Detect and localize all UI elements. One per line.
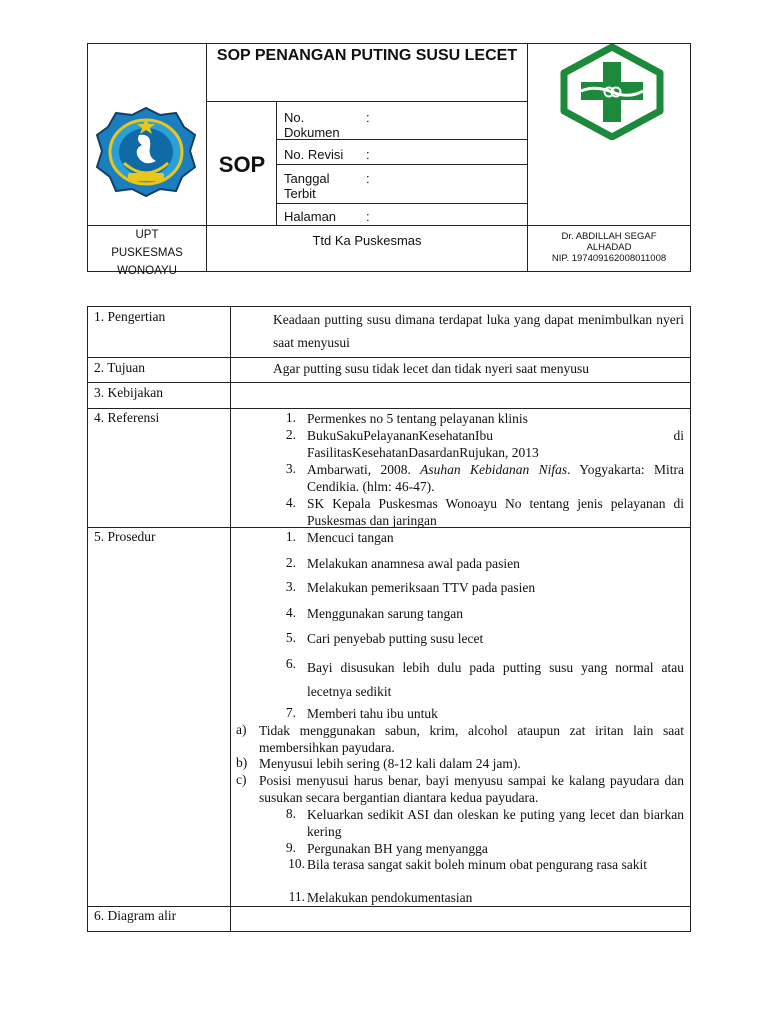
head-of-puskesmas: Dr. ABDILLAH SEGAF ALHADAD NIP. 197409162008011008 (551, 231, 667, 264)
list-number: 9. (285, 840, 296, 855)
divider (277, 164, 527, 165)
procedure-step: Melakukan anamnesa awal pada pasien (307, 556, 520, 571)
procedure-step: Mencuci tangan (307, 530, 394, 545)
list-number: 4. (285, 605, 296, 620)
divider (277, 203, 527, 204)
meta-label-no-dokumen: No. Dokumen (284, 110, 340, 140)
meta-label-tanggal-terbit: Tanggal Terbit (284, 171, 330, 201)
list-letter: a) (236, 722, 247, 737)
procedure-step: Menggunakan sarung tangan (307, 606, 463, 621)
section-label-prosedur: 5. Prosedur (94, 529, 156, 544)
list-number: 5. (285, 630, 296, 645)
procedure-subitem: Tidak menggunakan sabun, krim, alcohol ataupun zat iritan lain saat membersihkan payudara. (259, 723, 684, 755)
procedure-subitem: Posisi menyusui harus benar, bayi menyusu sampai ke kalang payudara dan susukan secara bergantian diantara kedua payudara. (259, 773, 684, 805)
reference-item: BukuSakuPelayananKesehatanIbu di FasilitasKesehatanDasardanRujukan, 2013 (307, 428, 684, 460)
list-number: 1. (285, 529, 296, 544)
list-number: 2. (285, 555, 296, 570)
section-label-tujuan: 2. Tujuan (94, 360, 146, 375)
list-number: 6. (285, 656, 296, 671)
row-divider (88, 408, 690, 409)
divider (207, 101, 527, 102)
procedure-subitem: Menyusui lebih sering (8-12 kali dalam 24 jam). (259, 756, 521, 771)
divider (276, 101, 277, 225)
meta-colon: : (366, 110, 370, 125)
column-divider (230, 306, 231, 932)
list-number: 3. (285, 461, 296, 476)
meta-colon: : (366, 171, 370, 186)
list-number: 8. (285, 806, 296, 821)
section-label-pengertian: 1. Pengertian (94, 309, 166, 324)
list-number: 10. (288, 856, 305, 871)
procedure-step: Memberi tahu ibu untuk (307, 706, 438, 721)
signature-label: Ttd Ka Puskesmas (312, 233, 422, 248)
row-divider (88, 357, 690, 358)
section-label-kebijakan: 3. Kebijakan (94, 385, 163, 400)
row-divider (88, 382, 690, 383)
procedure-step: Melakukan pemeriksaan TTV pada pasien (307, 580, 536, 595)
list-letter: b) (236, 755, 248, 770)
regional-emblem-icon (94, 105, 198, 199)
list-number: 7. (285, 705, 296, 720)
meta-colon: : (366, 209, 370, 224)
meta-label-halaman: Halaman (284, 209, 337, 224)
list-number: 4. (285, 495, 296, 510)
procedure-step: Pergunakan BH yang menyangga (307, 841, 488, 856)
institution-name: UPT PUSKESMAS WONOAYU (111, 229, 183, 277)
tujuan-text: Agar putting susu tidak lecet dan tidak nyeri saat menyusu (273, 361, 590, 376)
procedure-step: Cari penyebab putting susu lecet (307, 631, 484, 646)
list-number: 3. (285, 579, 296, 594)
procedure-step: Melakukan pendokumentasian (307, 890, 473, 905)
list-number: 2. (285, 427, 296, 442)
section-label-referensi: 4. Referensi (94, 410, 160, 425)
sop-label: SOP (218, 152, 266, 177)
puskesmas-logo-icon (559, 44, 665, 140)
list-number: 1. (285, 410, 296, 425)
reference-item: Permenkes no 5 tentang pelayanan klinis (307, 411, 528, 426)
meta-colon: : (366, 147, 370, 162)
list-letter: c) (236, 772, 247, 787)
pengertian-text: Keadaan putting susu dimana terdapat luka yang dapat menimbulkan nyeri saat menyusui (273, 312, 684, 350)
list-number: 11. (288, 889, 305, 904)
meta-label-no-revisi: No. Revisi (284, 147, 344, 162)
reference-item: Ambarwati, 2008. Asuhan Kebidanan Nifas. Yogyakarta: Mitra Cendikia. (hlm: 46-47). (307, 462, 684, 494)
section-label-diagram-alir: 6. Diagram alir (94, 908, 177, 923)
procedure-step: Keluarkan sedikit ASI dan oleskan ke puting yang lecet dan biarkan kering (307, 807, 684, 839)
page-title: SOP PENANGAN PUTING SUSU LECET (216, 47, 518, 64)
reference-item: SK Kepala Puskesmas Wonoayu No tentang jenis pelayanan di Puskesmas dan jaringan (307, 496, 684, 528)
procedure-step: Bila terasa sangat sakit boleh minum obat pengurang rasa sakit (307, 857, 648, 872)
row-divider (88, 906, 690, 907)
procedure-step: Bayi disusukan lebih dulu pada putting susu yang normal atau lecetnya sedikit (307, 660, 684, 699)
